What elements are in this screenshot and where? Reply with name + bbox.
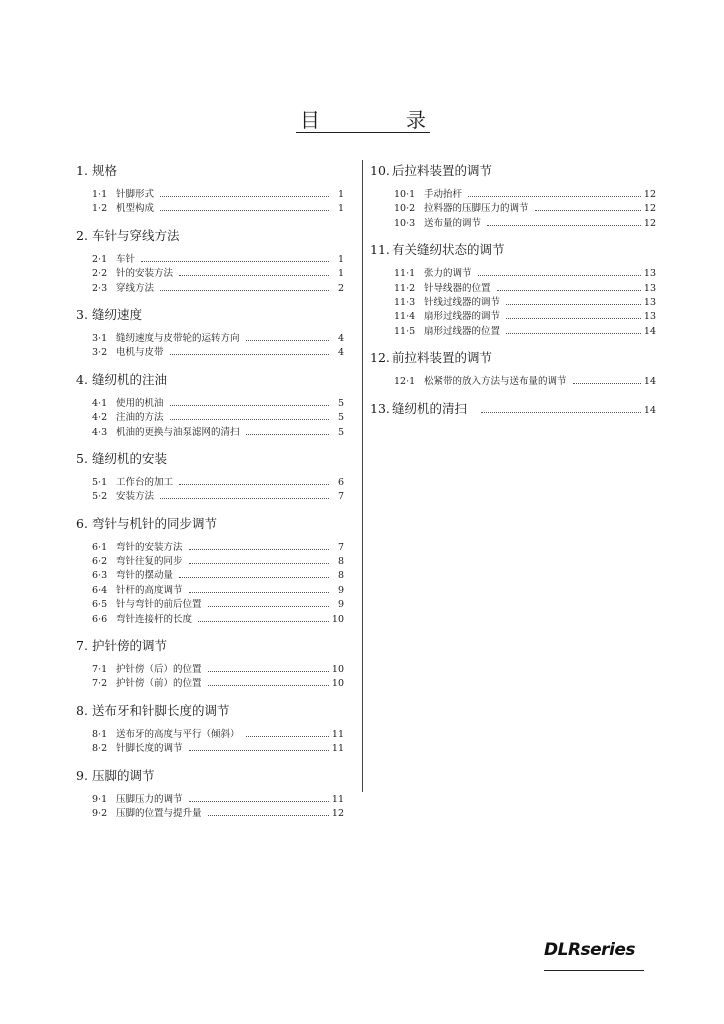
page-number: 4 [337, 347, 344, 359]
toc-entry-list [76, 728, 344, 757]
section-title-text: 缝纫机的注油 [92, 371, 168, 387]
dot-leader [506, 317, 641, 319]
entry-number: 3·2 [92, 347, 108, 359]
entry-number: 4·1 [92, 397, 108, 409]
section-title-text: 有关缝纫状态的调节 [392, 242, 505, 258]
entry-text: 压脚的位置与提升量 [116, 807, 202, 819]
toc-entry [92, 569, 344, 583]
page-number: 14 [643, 325, 656, 337]
toc-entry-list [370, 188, 656, 231]
dot-leader [506, 303, 641, 305]
toc-entry [92, 677, 344, 691]
dot-leader [189, 548, 329, 550]
toc-section [76, 513, 344, 627]
toc-section [76, 225, 344, 296]
page-number: 13 [643, 268, 656, 280]
page-number: 8 [337, 570, 344, 582]
toc-entry [92, 332, 344, 346]
entry-number: 7·2 [92, 678, 108, 690]
dot-leader [179, 274, 329, 276]
section-number: 4. [76, 371, 88, 387]
entry-number: 9·2 [92, 807, 108, 819]
toc-entry-list [76, 541, 344, 627]
entry-number: 6·1 [92, 541, 108, 553]
dot-leader [179, 483, 329, 485]
entry-text: 护针傍（后）的位置 [116, 664, 202, 676]
toc-entry [394, 296, 656, 310]
entry-number: 6·4 [92, 584, 108, 596]
entry-text: 针杆的高度调节 [116, 584, 183, 596]
page-number: 9 [337, 599, 344, 611]
page-number: 12 [643, 189, 656, 200]
page-number: 5 [337, 412, 344, 424]
toc-entry [92, 742, 344, 756]
entry-text: 张力的调节 [424, 268, 472, 280]
entry-text: 护针傍（前）的位置 [116, 678, 202, 690]
section-title-text: 缝纫机的清扫 [392, 400, 468, 416]
toc-entry-list [370, 375, 656, 389]
toc-entry-list [76, 332, 344, 361]
toc-entry-list [76, 476, 344, 505]
section-title-text: 送布牙和针脚长度的调节 [92, 702, 230, 718]
toc-entry-list [76, 397, 344, 440]
toc-entry [92, 598, 344, 612]
section-title-text: 缝纫速度 [92, 306, 143, 322]
entry-text: 弯针的摆动量 [116, 570, 174, 582]
section-number: 5. [76, 450, 88, 466]
dot-leader [506, 332, 641, 334]
entry-number: 1·1 [92, 189, 108, 200]
dot-leader [170, 353, 329, 355]
entry-number: 3·1 [92, 332, 108, 344]
entry-text: 使用的机油 [116, 397, 164, 409]
page-number: 1 [337, 203, 344, 215]
section-title [76, 304, 344, 326]
section-number: 1. [76, 163, 88, 178]
section-title-text: 弯针与机针的同步调节 [92, 515, 218, 531]
entry-text: 针脚长度的调节 [116, 743, 183, 755]
dot-leader [246, 339, 329, 341]
section-number: 11. [370, 242, 390, 258]
entry-text: 穿线方法 [116, 282, 155, 294]
toc-entry [92, 555, 344, 569]
toc-entry [394, 282, 656, 296]
section-number: 8. [76, 702, 88, 718]
dot-leader [208, 605, 329, 607]
page-number: 13 [643, 296, 656, 308]
section-title-text: 缝纫机的安装 [92, 450, 168, 466]
entry-text: 针的安装方法 [116, 268, 174, 280]
entry-text: 送布牙的高度与平行（倾斜） [116, 728, 240, 740]
page-number: 12 [643, 203, 656, 215]
dot-leader [198, 620, 329, 622]
section-title [76, 448, 344, 470]
toc-section [76, 765, 344, 822]
dot-leader [141, 260, 329, 262]
page-number: 7 [337, 491, 344, 503]
entry-text: 针脚形式 [116, 189, 155, 200]
dot-leader [179, 576, 329, 578]
toc-entry-list [76, 188, 344, 217]
entry-number: 1·2 [92, 203, 108, 215]
section-number: 6. [76, 515, 88, 531]
toc-section [370, 160, 656, 231]
entry-number: 9·1 [92, 793, 108, 805]
page-number: 14 [643, 376, 656, 388]
entry-text: 弯针往复的同步 [116, 556, 183, 568]
page-number: 9 [337, 584, 344, 596]
section-number: 13. [370, 400, 390, 416]
entry-number: 5·2 [92, 491, 108, 503]
section-number: 2. [76, 227, 88, 243]
section-title-text: 前拉料装置的调节 [392, 350, 493, 366]
entry-number: 6·3 [92, 570, 108, 582]
page-number: 5 [337, 426, 344, 438]
section-title-text: 压脚的调节 [92, 767, 155, 783]
toc-entry [92, 541, 344, 555]
section-number: 9. [76, 767, 88, 783]
dot-leader [160, 195, 329, 197]
section-title-text: 后拉料装置的调节 [392, 163, 493, 178]
entry-number: 8·2 [92, 743, 108, 755]
entry-number: 7·1 [92, 664, 108, 676]
entry-number: 4·2 [92, 412, 108, 424]
entry-text: 工作台的加工 [116, 476, 174, 488]
dot-leader [535, 209, 641, 211]
section-title [76, 700, 344, 722]
entry-text: 针与弯针的前后位置 [116, 599, 202, 611]
page-number: 13 [643, 282, 656, 294]
toc-section [370, 398, 656, 420]
page-number: 4 [337, 332, 344, 344]
toc-section [76, 304, 344, 361]
entry-number: 8·1 [92, 728, 108, 740]
entry-number: 2·1 [92, 253, 108, 265]
entry-text: 送布量的调节 [424, 217, 482, 229]
section-title [370, 398, 656, 420]
entry-number: 11·1 [394, 268, 416, 280]
page-number: 12 [331, 807, 344, 819]
section-title [370, 160, 656, 182]
title-char-2: 录 [406, 108, 426, 132]
column-divider [362, 160, 363, 792]
toc-entry [92, 253, 344, 267]
page-number: 11 [331, 793, 344, 805]
toc-entry [394, 310, 656, 324]
toc-entry-list [76, 793, 344, 822]
toc-entry [92, 188, 344, 202]
dot-leader [478, 274, 641, 276]
entry-text: 扇形过线器的调节 [424, 311, 501, 323]
section-title [76, 765, 344, 787]
toc-entry [92, 397, 344, 411]
toc-entry [92, 663, 344, 677]
entry-text: 扇形过线器的位置 [424, 325, 501, 337]
toc-entry [92, 282, 344, 296]
page-number: 7 [337, 541, 344, 553]
entry-text: 缝纫速度与皮带轮的运转方向 [116, 332, 240, 344]
entry-text: 针线过线器的调节 [424, 296, 501, 308]
toc-entry [394, 267, 656, 281]
toc-entry [394, 188, 656, 202]
entry-text: 针导线器的位置 [424, 282, 491, 294]
section-number: 10. [370, 163, 390, 178]
entry-text: 机油的更换与油泵滤网的清扫 [116, 426, 240, 438]
entry-text: 弯针的安装方法 [116, 541, 183, 553]
toc-entry [92, 426, 344, 440]
dot-leader [189, 749, 329, 751]
page-number: 1 [337, 253, 344, 265]
entry-number: 11·5 [394, 325, 416, 337]
toc-entry-list [76, 253, 344, 296]
toc-entry [92, 807, 344, 821]
toc-entry [92, 346, 344, 360]
page-number: 10 [331, 613, 344, 625]
entry-text: 弯针连接杆的长度 [116, 613, 193, 625]
section-title-text: 规格 [92, 163, 118, 178]
dot-leader [170, 404, 329, 406]
dot-leader [170, 418, 329, 420]
dot-leader [208, 670, 329, 672]
toc-section [76, 635, 344, 692]
section-title [76, 225, 344, 247]
title-char-1: 目 [300, 108, 320, 132]
entry-number: 11·2 [394, 282, 416, 294]
entry-text: 电机与皮带 [116, 347, 164, 359]
dot-leader [160, 289, 329, 291]
page-number: 10 [331, 678, 344, 690]
dot-leader [246, 735, 329, 737]
dot-leader [160, 497, 329, 499]
page-number: 6 [337, 476, 344, 488]
dot-leader [497, 289, 641, 291]
entry-text: 机型构成 [116, 203, 155, 215]
section-title [370, 239, 656, 261]
dot-leader [189, 591, 329, 593]
toc-entry [92, 728, 344, 742]
page-number: 1 [337, 268, 344, 280]
toc-entry [92, 202, 344, 216]
entry-text: 车针 [116, 253, 136, 265]
entry-number: 4·3 [92, 426, 108, 438]
brand-logo: DLRseries [544, 940, 644, 971]
entry-number: 10·2 [394, 203, 416, 215]
entry-number: 10·1 [394, 189, 416, 200]
toc-entry [92, 613, 344, 627]
toc-entry [394, 217, 656, 231]
entry-text: 手动抬杆 [424, 189, 463, 200]
dot-leader [189, 562, 329, 564]
toc-section [370, 347, 656, 389]
toc-section [370, 239, 656, 339]
page-title [296, 108, 430, 133]
toc-entry [394, 375, 656, 389]
entry-number: 6·6 [92, 613, 108, 625]
toc-section [76, 369, 344, 440]
entry-text: 安装方法 [116, 491, 155, 503]
page-number: 12 [643, 217, 656, 229]
entry-number: 2·2 [92, 268, 108, 280]
entry-number: 11·3 [394, 296, 416, 308]
entry-text: 拉料器的压脚压力的调节 [424, 203, 529, 215]
toc-entry [394, 325, 656, 339]
toc-section [76, 700, 344, 757]
toc-entry [394, 202, 656, 216]
section-title [76, 369, 344, 391]
page-number: 1 [337, 189, 344, 200]
page-number: 5 [337, 397, 344, 409]
page-number: 11 [331, 728, 344, 740]
page-number: 8 [337, 556, 344, 568]
toc-left-column [76, 160, 344, 829]
dot-leader [573, 382, 641, 384]
dot-leader [487, 224, 641, 226]
toc-entry [92, 490, 344, 504]
toc-entry [92, 584, 344, 598]
toc-entry [92, 411, 344, 425]
toc-entry-list [76, 663, 344, 692]
section-number: 12. [370, 350, 390, 366]
entry-number: 11·4 [394, 311, 416, 323]
toc-right-column [370, 160, 656, 428]
section-title-text: 护针傍的调节 [92, 638, 168, 654]
section-title [76, 513, 344, 535]
toc-entry [92, 793, 344, 807]
entry-number: 2·3 [92, 282, 108, 294]
entry-number: 12·1 [394, 376, 416, 388]
toc-entry-list [370, 267, 656, 339]
page-number: 14 [643, 404, 656, 416]
toc-section [76, 160, 344, 217]
page-number: 11 [331, 743, 344, 755]
section-number: 3. [76, 306, 88, 322]
dot-leader [246, 433, 329, 435]
entry-number: 5·1 [92, 476, 108, 488]
entry-number: 6·2 [92, 556, 108, 568]
toc-entry [92, 267, 344, 281]
toc-entry [92, 476, 344, 490]
dot-leader [208, 684, 329, 686]
toc-section [76, 448, 344, 505]
section-number: 7. [76, 638, 88, 654]
section-title [76, 635, 344, 657]
entry-text: 松紧带的放入方法与送布量的调节 [424, 376, 567, 388]
entry-text: 压脚压力的调节 [116, 793, 183, 805]
entry-number: 10·3 [394, 217, 416, 229]
section-title-text: 车针与穿线方法 [92, 227, 180, 243]
dot-leader [468, 195, 641, 197]
dot-leader [189, 800, 329, 802]
dot-leader [160, 209, 329, 211]
page-number: 10 [331, 664, 344, 676]
dot-leader [481, 412, 641, 413]
page-number: 2 [337, 282, 344, 294]
dot-leader [208, 814, 329, 816]
entry-number: 6·5 [92, 599, 108, 611]
entry-text: 注油的方法 [116, 412, 164, 424]
page-number: 13 [643, 311, 656, 323]
section-title [370, 347, 656, 369]
section-title [76, 160, 344, 182]
